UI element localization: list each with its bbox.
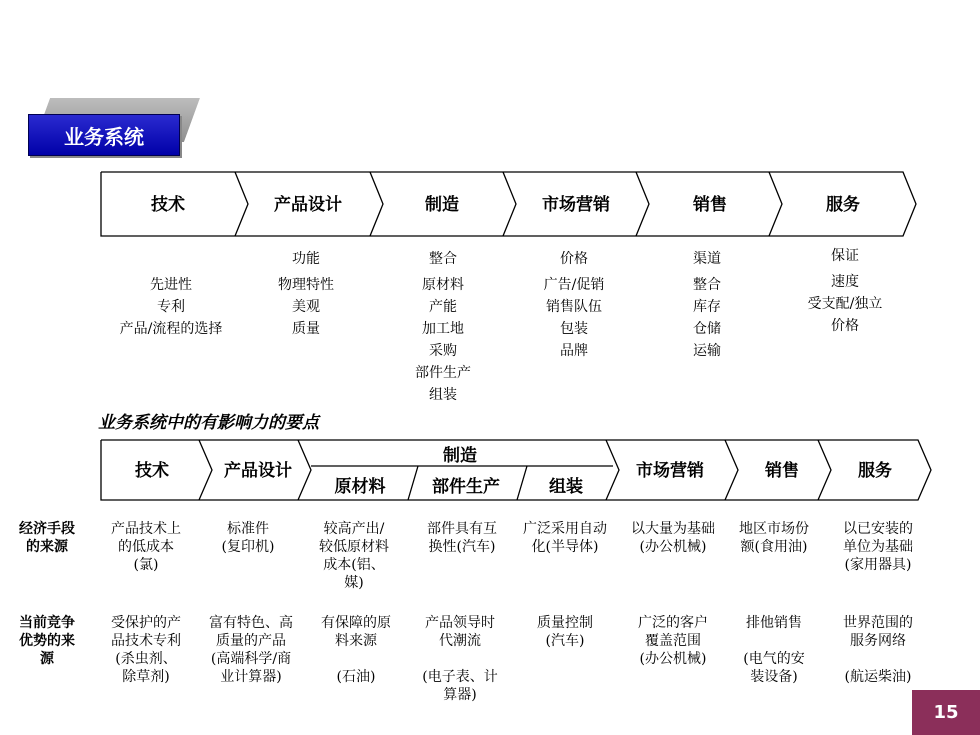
chain1-tech: 技术: [151, 195, 185, 215]
detail-item: 渠道: [693, 251, 721, 267]
detail-item: 价格: [831, 318, 859, 334]
chain1-outline: [101, 172, 916, 236]
detail-item: 功能: [292, 251, 320, 267]
detail-item: 品牌: [560, 343, 588, 359]
row2-cell-design: 富有特色、高 质量的产品 (高端科学/商 业计算器): [209, 615, 293, 685]
detail-item: 保证: [831, 248, 859, 264]
chain2-marketing: 市场营销: [636, 461, 704, 481]
detail-item: 物理特性: [278, 277, 334, 293]
chain2-design: 产品设计: [224, 461, 292, 481]
row1-cell-service: 以已安装的 单位为基础 (家用器具): [843, 521, 913, 573]
row1-cell-assembly: 广泛采用自动 化(半导体): [523, 521, 607, 555]
detail-item: 组装: [429, 387, 457, 403]
detail-item: 销售队伍: [546, 299, 602, 315]
detail-item: 加工地: [422, 321, 464, 337]
detail-item: [96, 248, 246, 270]
detail-item: 运输: [693, 343, 721, 359]
detail-item: 部件生产: [415, 365, 471, 381]
detail-item: 美观: [292, 299, 320, 315]
chain1-mfg: 制造: [425, 195, 459, 215]
detail-item: 仓储: [693, 321, 721, 337]
page-number: 15: [912, 690, 980, 735]
chain1-service: 服务: [826, 195, 860, 215]
detail-item: 产品/流程的选择: [119, 321, 223, 337]
detail-col-mfg: [385, 248, 501, 406]
chain2-raw: 原材料: [334, 477, 386, 497]
detail-col-service: [782, 245, 908, 337]
row1-cell-parts: 部件具有互 换性(汽车): [427, 521, 497, 555]
detail-item: 包装: [560, 321, 588, 337]
row2-cell-marketing: 广泛的客户 覆盖范围 (办公机械): [638, 615, 708, 667]
chain2-parts: 部件生产: [432, 477, 500, 497]
row1-cell-raw: 较高产出/ 较低原材料 成本(铝、 媒): [319, 521, 389, 591]
detail-item: 整合: [693, 277, 721, 293]
row1-cell-sales: 地区市场份 额(食用油): [739, 521, 809, 555]
section-subtitle: 业务系统中的有影响力的要点: [98, 413, 319, 433]
detail-item: 先进性: [150, 277, 192, 293]
detail-item: 整合: [429, 251, 457, 267]
detail-col-design: [243, 248, 369, 340]
page-title: 业务系统: [64, 124, 144, 149]
chain1-design: 产品设计: [274, 195, 342, 215]
row2-cell-service: 世界范围的 服务网络 (航运柴油): [843, 615, 913, 685]
row1-cell-marketing: 以大量为基础 (办公机械): [631, 521, 715, 555]
detail-item: 库存: [693, 299, 721, 315]
detail-item: 质量: [292, 321, 320, 337]
row-label-competitive: 当前竞争 优势的来 源: [19, 615, 75, 667]
row-label-economic: 经济手段 的来源: [19, 521, 75, 555]
detail-item: 广告/促销: [543, 277, 605, 293]
row1-cell-design: 标准件 (复印机): [221, 521, 275, 555]
row2-cell-assembly: 质量控制 (汽车): [537, 615, 593, 649]
row1-cell-tech: 产品技术上 的低成本 (氯): [111, 521, 181, 573]
chain2-tech: 技术: [135, 461, 169, 481]
chain2-assembly: 组装: [549, 477, 583, 497]
detail-item: 采购: [429, 343, 457, 359]
detail-col-sales: [648, 248, 766, 362]
row2-cell-sales: 排他销售 (电气的安 装设备): [743, 615, 805, 685]
detail-item: 受支配/独立: [807, 296, 883, 312]
detail-item: 产能: [429, 299, 457, 315]
row2-cell-raw: 有保障的原 料来源 (石油): [321, 615, 391, 685]
detail-col-marketing: [515, 248, 633, 362]
detail-item: 原材料: [422, 277, 464, 293]
detail-col-tech: [96, 248, 246, 340]
chain2-sales: 销售: [765, 461, 799, 481]
chain1-sales: 销售: [693, 195, 727, 215]
chain1-marketing: 市场营销: [542, 195, 610, 215]
row2-cell-parts: 产品领导时 代潮流 (电子表、计 算器): [422, 615, 498, 703]
detail-item: 价格: [560, 251, 588, 267]
detail-item: 专利: [157, 299, 185, 315]
chain2-mfg: 制造: [443, 446, 477, 466]
chain2-service: 服务: [858, 461, 892, 481]
row2-cell-tech: 受保护的产 品技术专利 (杀虫剂、 除草剂): [111, 615, 181, 685]
detail-item: 速度: [831, 274, 859, 290]
